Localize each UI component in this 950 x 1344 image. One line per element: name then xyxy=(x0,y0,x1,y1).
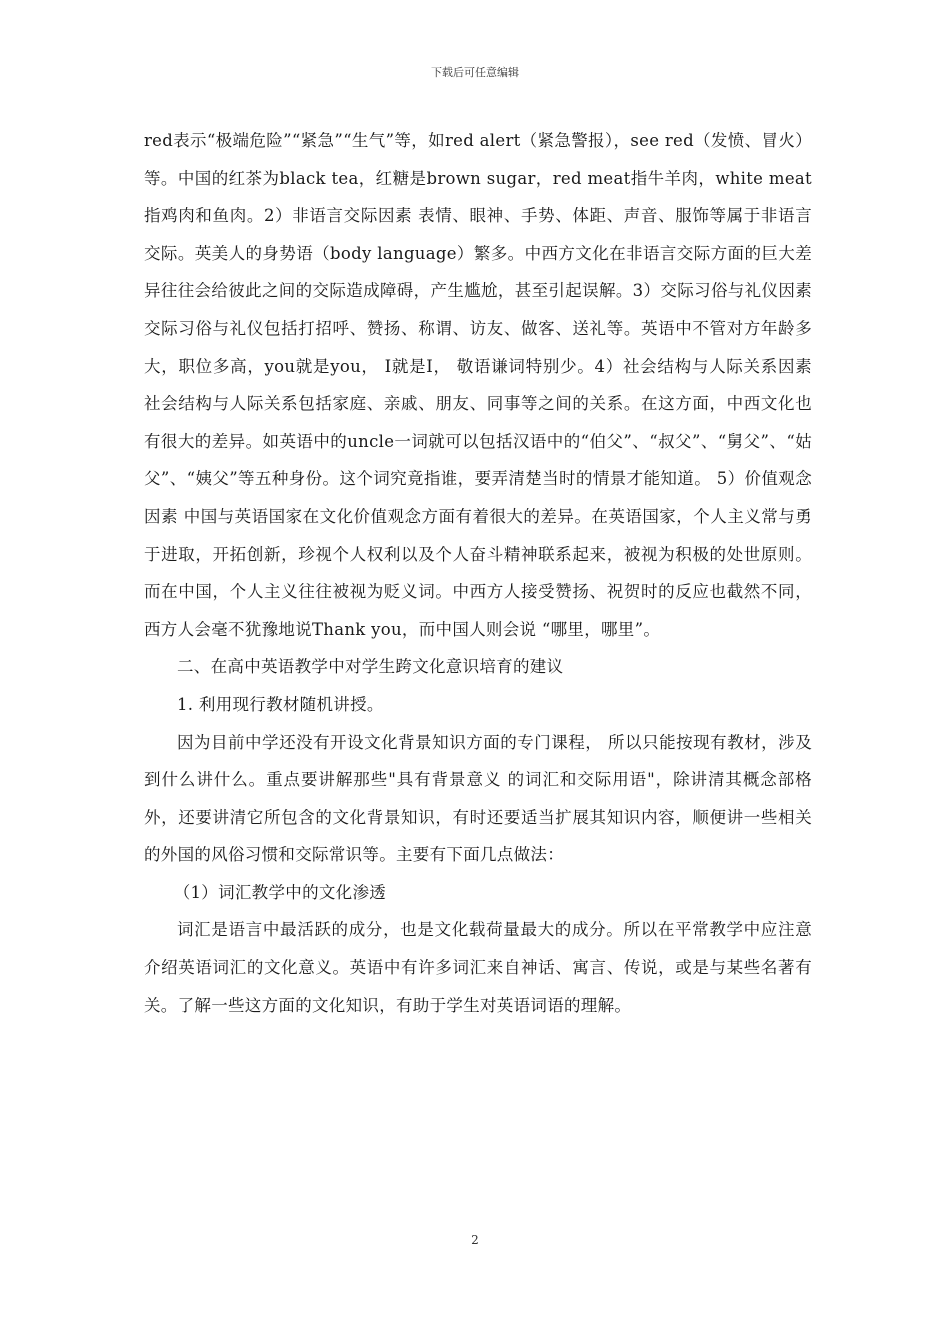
paragraph-vocabulary-teaching: 词汇是语言中最活跃的成分，也是文化载荷量最大的成分。所以在平常教学中应注意介绍英语词汇的文化意义。英语中有许多词汇来自神话、寓言、传说，或是与某些名著有关。了解一些这方面的文化知识，有助于学生对英语词语的理解。 xyxy=(144,920,812,1015)
document-body xyxy=(144,122,812,1024)
page-number: 2 xyxy=(471,1233,479,1247)
subheading-vocabulary-culture: （1）词汇教学中的文化渗透 xyxy=(173,882,387,902)
subheading-use-textbook: 1. 利用现行教材随机讲授。 xyxy=(177,694,384,714)
page-header-note: 下载后可任意编辑 xyxy=(431,66,519,79)
section-heading-suggestions: 二、在高中英语教学中对学生跨文化意识培育的建议 xyxy=(177,657,564,677)
paragraph-cultural-factors: red表示“极端危险”“紧急”“生气”等，如red alert（紧急警报），see red（发愤、冒火）等。中国的红茶为black tea，红糖是brown sugar，red meat指牛羊肉，white meat指鸡肉和鱼肉。2）非语言交际因素 表情、眼神、手势、体距、声音、服饰等属于非语言交际。英美人的身势语（body language）繁多。中西方文化在非语言交际方面的巨大差异往往会给彼此之间的交际造成障碍，产生尴尬，甚至引起误解。3）交际习俗与礼仪因素 交际习俗与礼仪包括打招呼、赞扬、称谓、访友、做客、送礼等。英语中不管对方年龄多大，职位多高，you就是you， I就是I， 敬语谦词特别少。4）社会结构与人际关系因素 社会结构与人际关系包括家庭、亲戚、朋友、同事等之间的关系。在这方面，中西文化也有很大的差异。如英语中的uncle一词就可以包括汉语中的“伯父”、“叔父”、“舅父”、“姑父”、“姨父”等五种身份。这个词究竟指谁，要弄清楚当时的情景才能知道。 5）价值观念因素 中国与英语国家在文化价值观念方面有着很大的差异。在英语国家，个人主义常与勇于进取，开拓创新，珍视个人权利以及个人奋斗精神联系起来，被视为积极的处世原则。而在中国，个人主义往往被视为贬义词。中西方人接受赞扬、祝贺时的反应也截然不同，西方人会毫不犹豫地说Thank you，而中国人则会说 “哪里，哪里”。 xyxy=(144,131,812,639)
paragraph-textbook-method: 因为目前中学还没有开设文化背景知识方面的专门课程， 所以只能按现有教材，涉及到什么讲什么。重点要讲解那些"具有背景意义 的词汇和交际用语"，除讲清其概念部格外，还要讲清它所包含的文化背景知识，有时还要适当扩展其知识内容，顺便讲一些相关的外国的风俗习惯和交际常识等。主要有下面几点做法： xyxy=(144,732,812,865)
